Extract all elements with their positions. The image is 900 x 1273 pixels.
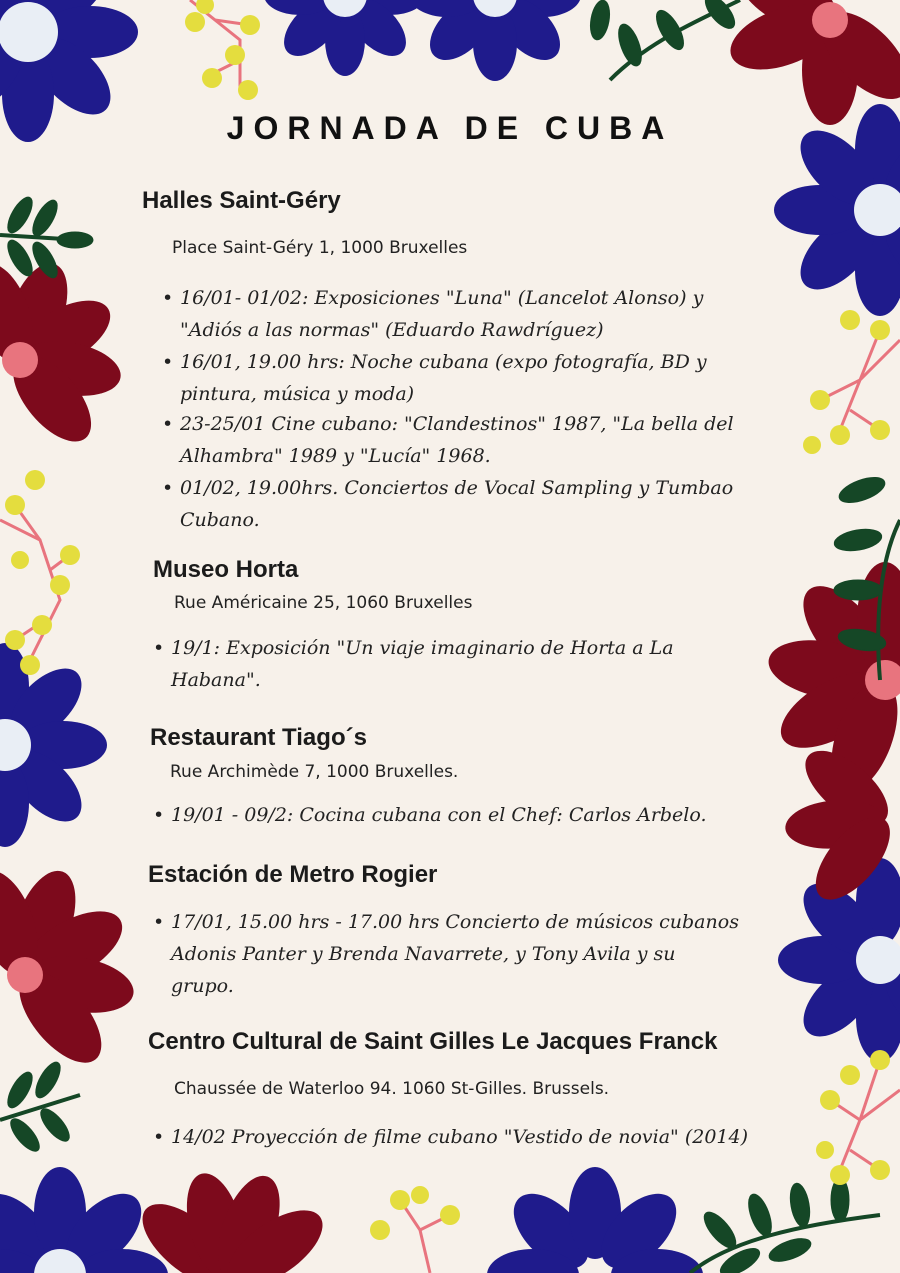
red-flower-icon (0, 862, 138, 1076)
event-item: • 19/01 - 09/2: Cocina cubana con el Chef: Carlos Arbelo. (153, 804, 707, 826)
blue-flower-icon (487, 1167, 703, 1273)
venue-address: Place Saint-Géry 1, 1000 Bruxelles (172, 238, 468, 258)
venue-address: Rue Archimède 7, 1000 Bruxelles. (170, 762, 459, 782)
event-item: • 23-25/01 Cine cubano: "Clandestinos" 1987, "La bella del Alhambra" 1989 y "Lucía" 1968. (162, 413, 734, 467)
red-flower-icon (129, 1167, 335, 1273)
event-item: • 17/01, 15.00 hrs - 17.00 hrs Concierto de músicos cubanos Adonis Panter y Brenda Navarrete, y Tony Avila y su grupo. (153, 911, 739, 997)
event-item: • 14/02 Proyección de filme cubano "Vestido de novia" (2014) (153, 1126, 749, 1148)
blue-flower-icon (0, 643, 107, 847)
event-item: • 16/01- 01/02: Exposiciones "Luna" (Lancelot Alonso) y "Adiós a las normas" (Eduardo Rawdríguez) (162, 287, 704, 341)
event-item: • 01/02, 19.00hrs. Conciertos de Vocal Sampling y Tumbao Cubano. (162, 477, 734, 531)
blue-flower-icon (409, 0, 581, 81)
venue-halles-saint-gery: Halles Saint-Géry (142, 187, 341, 214)
venue-centro-cultural-saint-gilles: Centro Cultural de Saint Gilles Le Jacques Franck (148, 1028, 718, 1055)
venue-restaurant-tiagos: Restaurant Tiago´s (150, 724, 367, 751)
event-item: • 16/01, 19.00 hrs: Noche cubana (expo fotografía, BD y pintura, música y moda) (162, 351, 707, 405)
venue-address: Rue Américaine 25, 1060 Bruxelles (174, 593, 473, 613)
venue-address: Chaussée de Waterloo 94. 1060 St-Gilles. Brussels. (174, 1079, 610, 1099)
red-flower-icon (0, 255, 125, 455)
blue-flower-icon (264, 0, 426, 76)
event-item: • 19/1: Exposición "Un viaje imaginario de Horta a La Habana". (153, 637, 674, 691)
page-title: JORNADA DE CUBA (226, 110, 674, 146)
venue-museo-horta: Museo Horta (153, 556, 299, 583)
venue-estacion-metro-rogier: Estación de Metro Rogier (148, 861, 438, 888)
